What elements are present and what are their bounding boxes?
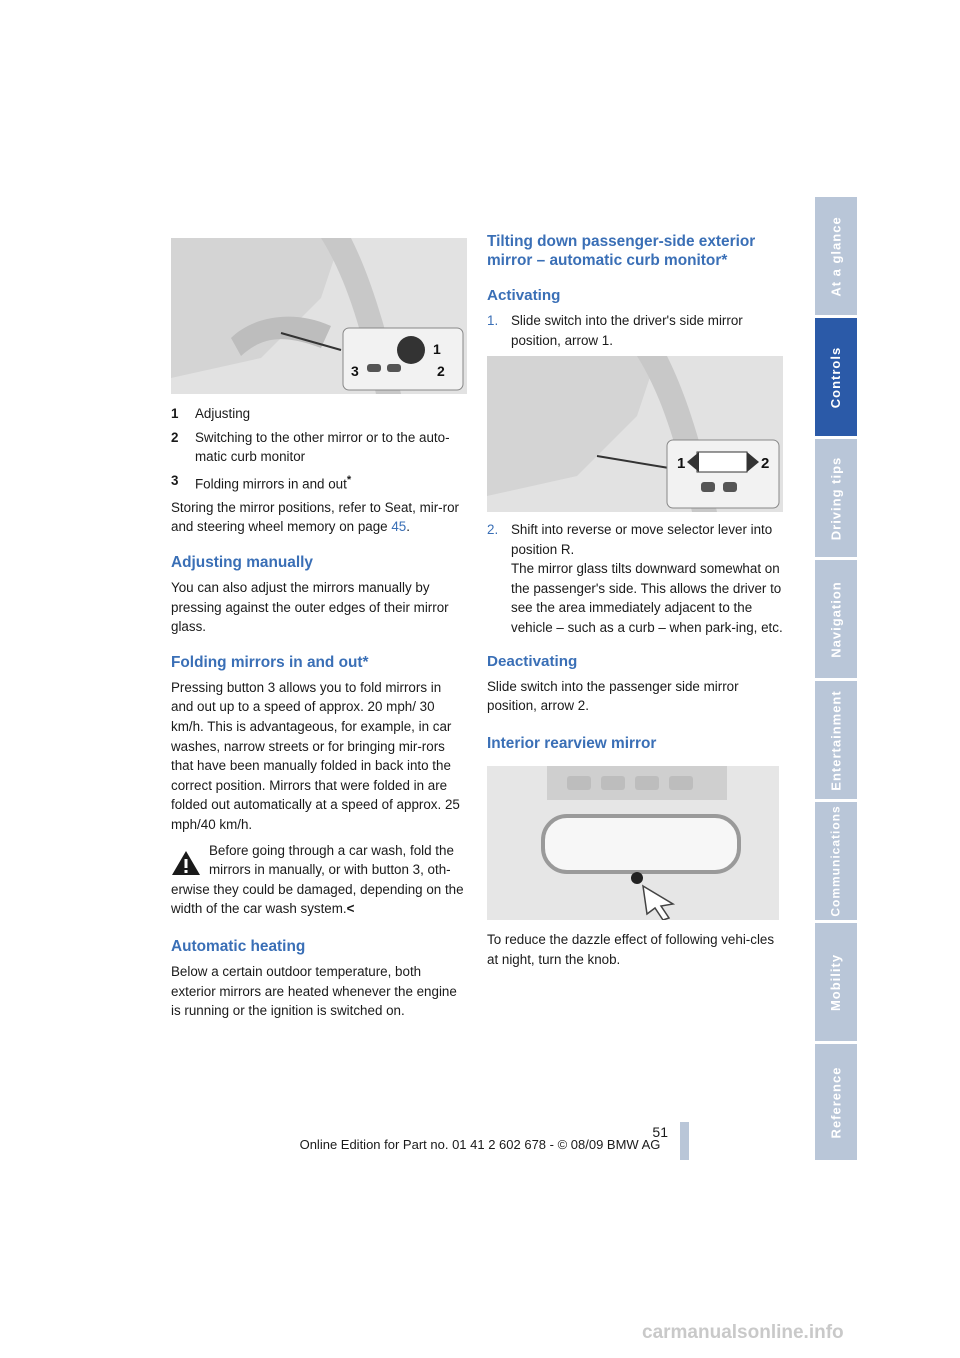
step-number: 1. xyxy=(487,313,499,328)
storing-text: Storing the mirror positions, refer to Seat, mir-ror and steering wheel memory on page 45. xyxy=(171,499,459,535)
figure-label-1: 1 xyxy=(433,341,441,357)
tab-mobility[interactable]: Mobility xyxy=(815,923,857,1041)
interior-mirror-figure xyxy=(487,766,779,920)
footer-text: Online Edition for Part no. 01 41 2 602 678 - © 08/09 BMW AG xyxy=(299,1137,661,1152)
tab-at-a-glance[interactable]: At a glance xyxy=(815,197,857,315)
legend-item-1 xyxy=(171,404,467,424)
legend-text: Switching to the other mirror or to the auto-matic curb monitor xyxy=(195,429,450,465)
end-marker: < xyxy=(346,901,355,917)
legend-number: 2 xyxy=(171,429,179,445)
legend-item-3 xyxy=(171,471,467,494)
warning-box xyxy=(171,841,467,880)
tilting-heading: Tilting down passenger-side exterior mirror – automatic curb monitor* xyxy=(487,233,756,269)
deactivating-text: Slide switch into the passenger side mirror position, arrow 2. xyxy=(487,678,739,714)
heating-heading: Automatic heating xyxy=(171,937,306,955)
activating-heading: Activating xyxy=(487,287,561,304)
step-2 xyxy=(487,520,783,638)
step-number: 2. xyxy=(487,522,499,537)
warning-icon xyxy=(171,849,201,877)
interior-text: To reduce the dazzle effect of following vehi-cles at night, turn the knob. xyxy=(487,932,775,967)
heating-text: Below a certain outdoor temperature, both exterior mirrors are heated whenever the engine is running or the ignition is switched on. xyxy=(171,963,457,1019)
step-text: Slide switch into the driver's side mirror position, arrow 1. xyxy=(511,313,743,348)
legend-number: 1 xyxy=(171,406,179,421)
warning-first: Before going through a car wash, fold the mirrors in manually, or with button 3, oth- xyxy=(209,842,454,878)
legend-text: Folding mirrors in and out* xyxy=(195,473,352,492)
step-text: Shift into reverse or move selector lever into position R. xyxy=(511,522,773,557)
figure-label-2: 2 xyxy=(437,363,445,379)
tab-driving-tips[interactable]: Driving tips xyxy=(815,439,857,557)
mirror-switch-figure xyxy=(171,238,467,394)
tab-reference[interactable]: Reference xyxy=(815,1044,857,1160)
tab-communications[interactable]: Communications xyxy=(815,802,857,920)
tab-controls[interactable]: Controls xyxy=(815,318,857,436)
step-1 xyxy=(487,311,783,350)
warning-rest: erwise they could be damaged, depending on the width of the car wash system.< xyxy=(171,881,464,917)
asterisk: * xyxy=(346,473,352,486)
folding-text: Pressing button 3 allows you to fold mirrors in and out up to a speed of approx. 20 mph/ 30 km/h. This is advantageous, for example, in car washes, narrow streets or for bringing mir-rors that have been manually folded in back into the correct position. Mirrors that were folded in are folded out automatically at a speed of approx. 25 mph/40 km/h. xyxy=(171,679,460,832)
figure-label-2: 2 xyxy=(761,455,770,472)
legend-number: 3 xyxy=(171,472,179,488)
page-link[interactable]: 45 xyxy=(391,519,407,535)
tab-entertainment[interactable]: Entertainment xyxy=(815,681,857,799)
adjusting-manually-text: You can also adjust the mirrors manually by pressing against the outer edges of their mirror glass. xyxy=(171,580,449,635)
figure-label-1: 1 xyxy=(677,455,686,472)
adjusting-manually-heading: Adjusting manually xyxy=(171,554,313,572)
watermark: carmanualsonline.info xyxy=(642,1322,844,1343)
deactivating-heading: Deactivating xyxy=(487,652,578,670)
chapter-tabs xyxy=(815,197,857,1160)
page-number: 51 xyxy=(652,1124,668,1140)
slide-switch-figure xyxy=(487,356,783,512)
folding-heading: Folding mirrors in and out* xyxy=(171,653,369,671)
interior-heading: Interior rearview mirror xyxy=(487,734,657,752)
legend-text: Adjusting xyxy=(195,406,251,421)
tab-navigation[interactable]: Navigation xyxy=(815,560,857,678)
step-extra: The mirror glass tilts downward somewhat on the passenger's side. This allows the driver to see the area immediately adjacent to the vehicle – such as a curb – when park-ing, etc. xyxy=(511,561,783,635)
figure-label-3: 3 xyxy=(351,363,359,379)
legend-item-2 xyxy=(171,428,467,467)
